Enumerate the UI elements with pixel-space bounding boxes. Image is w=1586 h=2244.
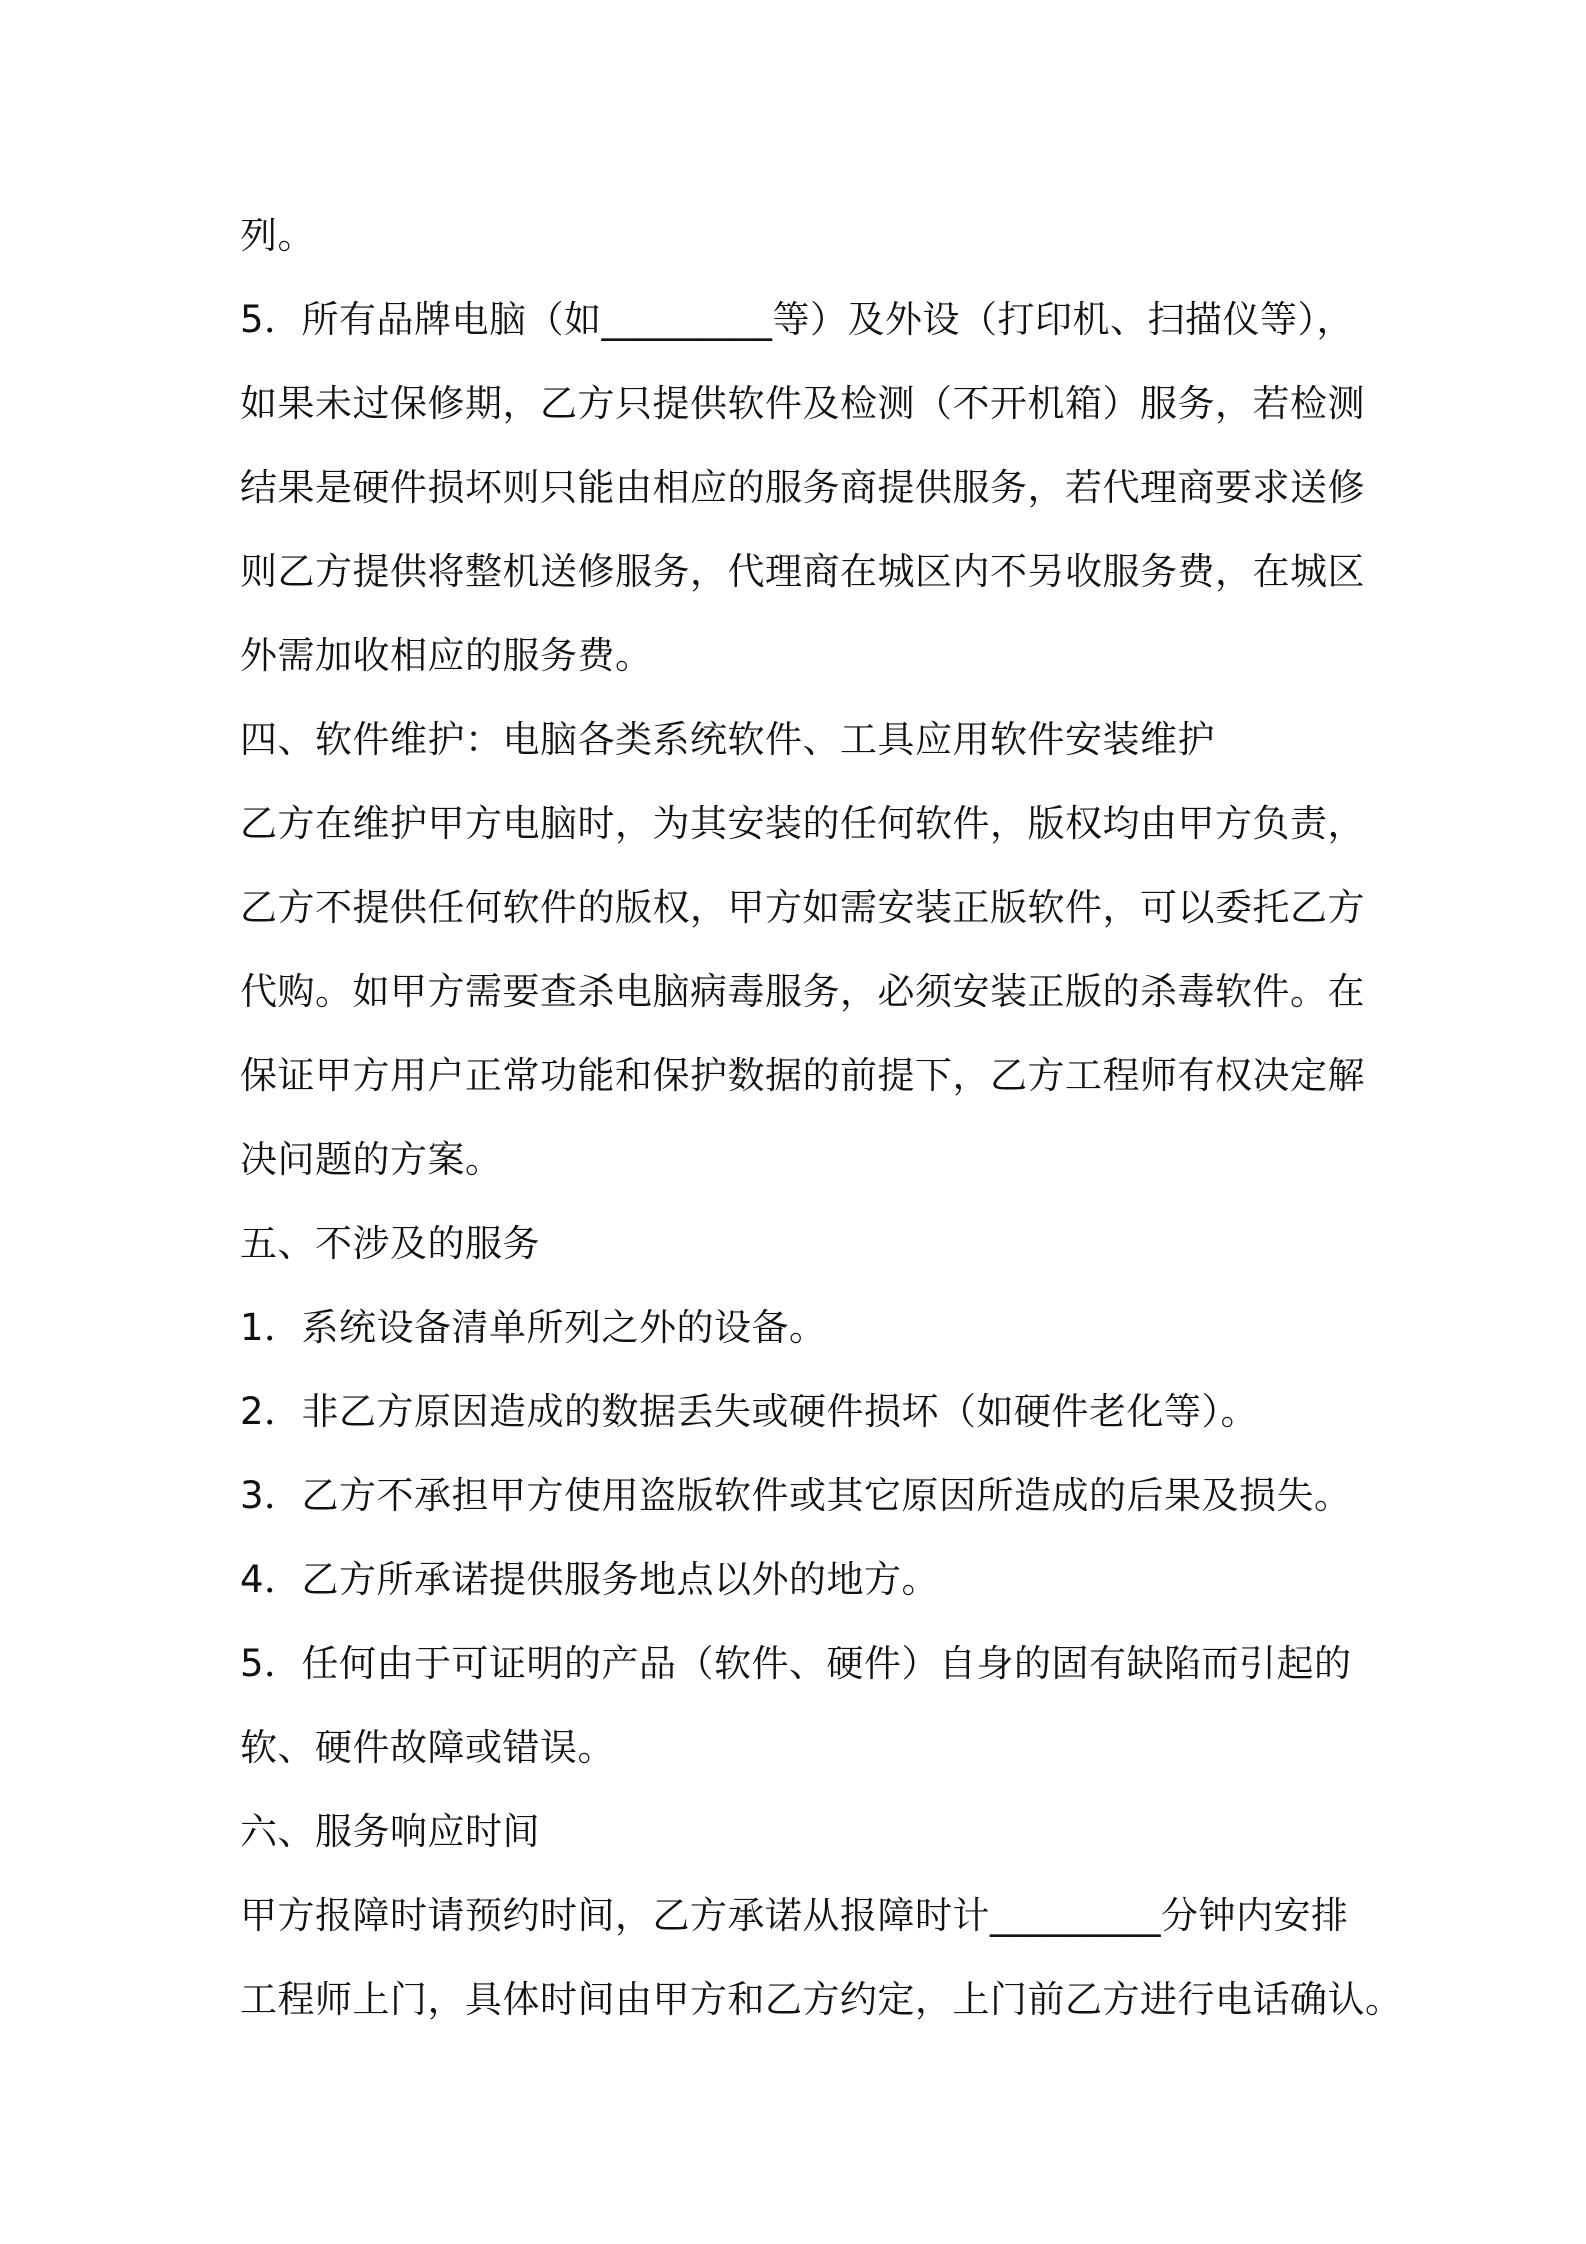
list-item: 2．非乙方原因造成的数据丢失或硬件损坏（如硬件老化等）。 <box>240 1390 1259 1433</box>
text-line: 列。 <box>240 214 315 257</box>
text-line: 代购。如甲方需要查杀电脑病毒服务，必须安装正版的杀毒软件。在 <box>240 970 1365 1013</box>
text-line: 保证甲方用户正常功能和保护数据的前提下，乙方工程师有权决定解 <box>240 1054 1365 1097</box>
list-item: 4．乙方所承诺提供服务地点以外的地方。 <box>240 1558 940 1601</box>
list-item: 5．任何由于可证明的产品（软件、硬件）自身的固有缺陷而引起的 <box>240 1642 1352 1685</box>
text-line: 外需加收相应的服务费。 <box>240 634 653 677</box>
text-line: 乙方不提供任何软件的版权，甲方如需安装正版软件，可以委托乙方 <box>240 886 1365 929</box>
text-line: 5．所有品牌电脑（如_________等）及外设（打印机、扫描仪等）， <box>240 298 1355 341</box>
text-line: 结果是硬件损坏则只能由相应的服务商提供服务，若代理商要求送修 <box>240 466 1365 509</box>
text-line: 软、硬件故障或错误。 <box>240 1726 615 1769</box>
text-line: 决问题的方案。 <box>240 1138 503 1181</box>
section-heading: 五、不涉及的服务 <box>240 1222 540 1265</box>
document-page <box>240 194 1403 2042</box>
text-line: 乙方在维护甲方电脑时，为其安装的任何软件，版权均由甲方负责， <box>240 802 1365 845</box>
section-heading: 六、服务响应时间 <box>240 1810 540 1853</box>
list-item: 1．系统设备清单所列之外的设备。 <box>240 1306 827 1349</box>
text-line: 甲方报障时请预约时间，乙方承诺从报障时计_________分钟内安排 <box>240 1894 1349 1937</box>
text-line: 工程师上门，具体时间由甲方和乙方约定，上门前乙方进行电话确认。 <box>240 1978 1403 2021</box>
text-line: 则乙方提供将整机送修服务，代理商在城区内不另收服务费，在城区 <box>240 550 1365 593</box>
list-item: 3．乙方不承担甲方使用盗版软件或其它原因所造成的后果及损失。 <box>240 1474 1352 1517</box>
text-line: 如果未过保修期，乙方只提供软件及检测（不开机箱）服务，若检测 <box>240 382 1365 425</box>
section-heading: 四、软件维护：电脑各类系统软件、工具应用软件安装维护 <box>240 718 1215 761</box>
